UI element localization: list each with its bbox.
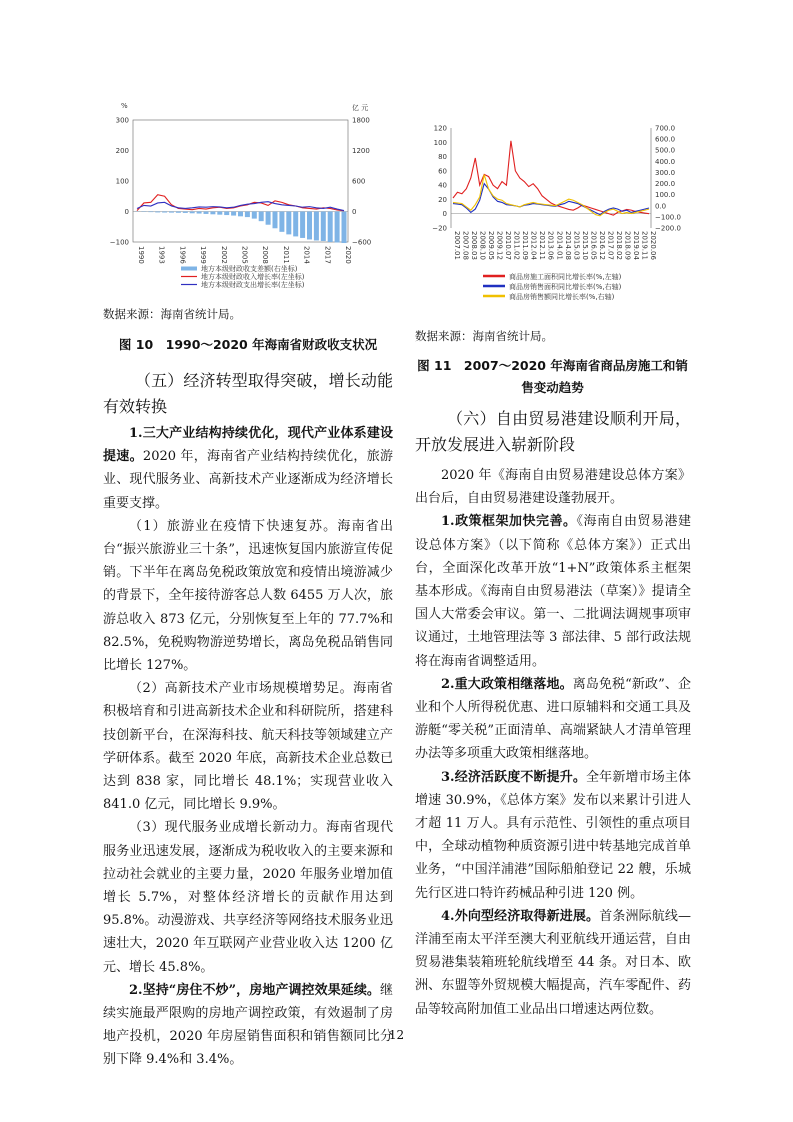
fig11-right-tick: 500.0 bbox=[655, 146, 676, 155]
fig11-x-tick: 2011.09 bbox=[521, 231, 530, 260]
fig10-bar bbox=[342, 212, 347, 244]
fig11-right-tick: 100.0 bbox=[655, 191, 676, 200]
fig11-right-tick: 600.0 bbox=[655, 135, 676, 144]
left-para-1 bbox=[103, 422, 393, 515]
fig10-left-tick: 100 bbox=[115, 177, 129, 186]
fig10-x-tick: 2005 bbox=[240, 246, 249, 264]
right-para-4-bold: 3.经济活跃度不断提升。 bbox=[441, 769, 587, 785]
fig10-x-tick: 2020 bbox=[344, 246, 352, 264]
right-para-5 bbox=[415, 905, 691, 1021]
fig11-left-tick: 0 bbox=[442, 210, 447, 219]
fig11-x-tick: 2007.08 bbox=[461, 231, 470, 260]
fig10-bar bbox=[210, 212, 215, 215]
fig10-bar bbox=[162, 212, 167, 213]
fig10-x-tick: 2002 bbox=[219, 246, 228, 264]
right-para-3-text: 离岛免税“新政”、企业和个人所得税优惠、进口原辅料和交通工具及游艇“零关税”正面清单、高端紧缺人才清单管理办法等多项重大政策相继落地。 bbox=[415, 676, 692, 762]
section-heading-6: （六）自由贸易港建设顺利开局，开放发展进入崭新阶段 bbox=[415, 409, 691, 454]
fig11-sales-area-line bbox=[453, 184, 649, 215]
fig10-bar bbox=[321, 212, 326, 241]
fig10-legend-swatch bbox=[181, 267, 197, 271]
fig10-bar bbox=[245, 212, 250, 218]
right-column bbox=[415, 406, 691, 1021]
fig11-legend-label: 商品房销售额同比增长率(%,右轴) bbox=[509, 293, 615, 301]
fig10-x-tick: 1990 bbox=[137, 246, 145, 264]
right-para-3 bbox=[415, 673, 691, 766]
fig11-x-tick: 2013.06 bbox=[546, 231, 555, 260]
fig10-unit-left: % bbox=[121, 102, 128, 110]
fig10-bar bbox=[176, 212, 181, 213]
fig10-left-tick: −100 bbox=[109, 238, 129, 247]
fig11-right-tick: 0.0 bbox=[655, 202, 667, 211]
left-para-1-text: 2020 年，海南省产业结构持续优化，旅游业、现代服务业、高新技术产业逐渐成为经济增长重要支撑。 bbox=[103, 449, 393, 511]
fig11-source: 数据来源：海南省统计局。 bbox=[415, 329, 553, 343]
page-number: 12 bbox=[388, 1028, 405, 1042]
fig11-x-tick: 2017.07 bbox=[606, 231, 615, 260]
left-para-2: （1）旅游业在疫情下快速复苏。海南省出台“振兴旅游业三十条”，迅速恢复国内旅游宣传促销。下半年在离岛免税政策放宽和疫情出境游减少的背景下，全年接待游客总人数 6455 万人次，旅游总收入 873 亿元，分别恢复至上年的 77.7%和 82.5%，免税购物游逆势增长，离岛免税品销售同比增长 127%。 bbox=[103, 518, 393, 674]
fig10-left-tick: 300 bbox=[115, 116, 129, 125]
right-para-5-text: 首条洲际航线—洋浦至南太平洋至澳大利亚航线开通运营，自由贸易港集装箱班轮航线增至 44 条。对日本、欧洲、东盟等外贸规模大幅提高，汽车零配件、药品等较高附加值工业品出口增速达两位数。 bbox=[415, 908, 691, 1017]
fig10-right-tick: 600 bbox=[352, 177, 366, 186]
fig11-x-tick: 2016.12 bbox=[597, 231, 606, 260]
right-para-4 bbox=[415, 766, 691, 905]
right-para-5-bold: 4.外向型经济取得新进展。 bbox=[441, 908, 600, 924]
fig10-x-tick: 1999 bbox=[199, 246, 208, 264]
fig10-bar bbox=[252, 212, 257, 219]
fig10-bar bbox=[238, 212, 243, 217]
fig11-left-tick: 100 bbox=[433, 138, 447, 147]
fig10-bar bbox=[307, 212, 312, 240]
fig11-x-tick: 2018.02 bbox=[614, 231, 623, 260]
fig11-right-tick: −100.0 bbox=[655, 213, 681, 222]
fig10-revenue-line bbox=[137, 195, 344, 211]
fig10-bar bbox=[266, 212, 271, 225]
fig10-bar bbox=[335, 212, 340, 243]
fig10-bar bbox=[217, 212, 222, 215]
fig10-right-tick: 1800 bbox=[352, 116, 370, 125]
fig11-left-tick: −20 bbox=[432, 224, 447, 233]
fig10-x-tick: 2011 bbox=[281, 246, 290, 264]
fig11-x-tick: 2012.04 bbox=[529, 231, 538, 260]
fig11-x-tick: 2007.01 bbox=[453, 231, 461, 260]
fig10-bar bbox=[204, 212, 209, 214]
fig10-legend-label: 地方本级财政收支差额(右坐标) bbox=[201, 265, 298, 273]
fig10-bar bbox=[169, 212, 174, 213]
fig10-bar bbox=[286, 212, 291, 235]
fig10-right-tick: 1200 bbox=[352, 147, 370, 155]
section-heading-5: （五）经济转型取得突破，增长动能有效转换 bbox=[103, 371, 393, 416]
fig11-legend-label: 商品房施工面积同比增长率(%,左轴) bbox=[509, 273, 622, 281]
fig10-bar bbox=[259, 212, 264, 222]
fig10-bar bbox=[148, 212, 153, 213]
fig11-x-tick: 2019.11 bbox=[640, 231, 649, 260]
left-para-1-bold: 1.三大产业结构持续优化，现代产业体系建设提速。 bbox=[103, 426, 393, 465]
right-para-3-bold: 2.重大政策相继落地。 bbox=[441, 676, 573, 692]
fig11-x-tick: 2008.10 bbox=[478, 231, 487, 260]
fig10-x-tick: 2008 bbox=[261, 246, 270, 264]
fig11-x-tick: 2015.10 bbox=[580, 231, 589, 260]
fig11-left-tick: 80 bbox=[438, 153, 447, 162]
fig11-left-tick: 60 bbox=[438, 167, 447, 176]
fig10-bar bbox=[279, 212, 284, 232]
fig10-bar bbox=[190, 212, 195, 214]
fig10-bar bbox=[197, 212, 202, 214]
fig10-legend-label: 地方本级财政支出增长率(左坐标) bbox=[201, 281, 305, 289]
fig10-bar bbox=[328, 212, 333, 243]
fig10-bar bbox=[273, 212, 278, 229]
fig10-caption: 图 10 1990～2020 年海南省财政收支状况 bbox=[118, 337, 378, 352]
fig11-right-tick: 400.0 bbox=[655, 157, 676, 166]
left-para-3: （2）高新技术产业市场规模增势足。海南省积极培育和引进高新技术企业和科研院所，搭建科技创新平台，在深海科技、航天科技等领域建立产学研体系。截至 2020 年底，高新技术企业总数已达到 838 家，同比增长 48.1%；实现营业收入 841.0 亿元，同比增长 9.9%。 bbox=[103, 681, 393, 813]
fig10-unit-right: 亿 元 bbox=[352, 104, 369, 112]
fig11-legend-label: 商品房销售面积同比增长率(%,右轴) bbox=[509, 283, 622, 291]
fig11-caption-line2: 售变动趋势 bbox=[521, 380, 584, 395]
right-para-4-text: 全年新增市场主体增速 30.9%，《总体方案》发布以来累计引进人才超 11 万人。具有示范性、引领性的重点项目中，全球动植物种质资源引进中转基地完成首单业务，“中国洋浦港”国际船舶登记 22 艘，乐城先行区进口特许药械品种引进 120 例。 bbox=[415, 769, 691, 901]
fig11-x-tick: 2019.04 bbox=[631, 231, 640, 260]
fig11-right-tick: 700.0 bbox=[655, 124, 676, 133]
fig11-right-tick: 200.0 bbox=[655, 180, 676, 189]
left-para-5-text: 继续实施最严限购的房地产调控政策，有效遏制了房地产投机，2020 年房屋销售面积和销售额同比分别下降 9.4%和 3.4%。 bbox=[103, 982, 393, 1068]
fig10-bar bbox=[183, 212, 188, 213]
fig11-right-tick: 300.0 bbox=[655, 168, 676, 177]
fig10-source: 数据来源：海南省统计局。 bbox=[103, 307, 241, 321]
fig10-chart bbox=[103, 100, 393, 300]
fig10-left-tick: 0 bbox=[124, 208, 129, 216]
fig11-x-tick: 2012.11 bbox=[538, 231, 547, 260]
left-para-5 bbox=[103, 979, 393, 1072]
fig11-caption-line1: 图 11 2007～2020 年海南省商品房施工和销 bbox=[417, 358, 688, 373]
fig11-x-tick: 2008.03 bbox=[470, 231, 479, 260]
fig10-legend-label: 地方本级财政收入增长率(左坐标) bbox=[201, 273, 305, 281]
fig11-caption bbox=[415, 355, 690, 399]
left-para-4: （3）现代服务业成增长新动力。海南省现代服务业迅速发展，逐渐成为税收收入的主要来源和拉动社会就业的主要力量，2020 年服务业增加值增长 5.7%，对整体经济增长的贡献作用达到 95.8%。动漫游戏、共享经济等网络技术服务业迅速壮大，2020 年互联网产业营业收入达 1200 亿元、增长 45.8%。 bbox=[103, 820, 393, 975]
fig11-x-tick: 2018.09 bbox=[623, 231, 632, 260]
fig11-left-tick: 120 bbox=[433, 124, 447, 133]
fig11-x-tick: 2020.06 bbox=[649, 231, 657, 260]
fig11-x-tick: 2009.12 bbox=[495, 231, 504, 260]
fig10-x-tick: 1996 bbox=[178, 246, 187, 264]
fig10-left-tick: 200 bbox=[115, 147, 129, 155]
fig10-bar bbox=[293, 212, 298, 237]
fig10-bar bbox=[300, 212, 305, 238]
fig11-x-tick: 2014.01 bbox=[555, 231, 564, 260]
right-para-2-text: 《海南自由贸易港建设总体方案》（以下简称《总体方案》）正式出台，全面深化改革开放“1+N”政策体系主框架基本形成。《海南自由贸易港法（草案）》提请全国人大常委会审议。第一、二批调法调规事项审议通过，土地管理法等 3 部法律、5 部行政法规将在海南省调整适用。 bbox=[415, 514, 691, 669]
fig11-right-tick: −200.0 bbox=[655, 224, 681, 233]
fig11-x-tick: 2010.07 bbox=[504, 231, 513, 260]
fig10-bar bbox=[314, 212, 319, 241]
fig10-bar bbox=[224, 212, 229, 216]
fig11-chart bbox=[415, 120, 695, 310]
right-para-2 bbox=[415, 510, 691, 672]
left-para-5-bold: 2.坚持“房住不炒”，房地产调控效果延续。 bbox=[129, 982, 380, 998]
fig10-right-tick: 0 bbox=[352, 208, 357, 216]
fig10-x-tick: 1993 bbox=[157, 246, 166, 264]
left-column bbox=[103, 368, 393, 1072]
fig10-bar bbox=[231, 212, 236, 216]
fig11-construction-line bbox=[453, 141, 649, 215]
fig10-bar bbox=[155, 212, 160, 213]
fig10-x-tick: 2017 bbox=[323, 246, 332, 264]
fig11-left-tick: 40 bbox=[438, 181, 447, 190]
fig11-x-tick: 2016.05 bbox=[589, 231, 598, 260]
fig11-x-tick: 2015.03 bbox=[572, 231, 581, 260]
right-para-1: 2020 年《海南自由贸易港建设总体方案》出台后，自由贸易港建设蓬勃展开。 bbox=[415, 468, 691, 507]
right-para-2-bold: 1.政策框架加快完善。 bbox=[441, 514, 577, 530]
fig10-x-tick: 2014 bbox=[302, 246, 311, 264]
fig11-x-tick: 2011.02 bbox=[512, 231, 521, 260]
fig11-x-tick: 2014.08 bbox=[563, 231, 572, 260]
fig10-right-tick: −600 bbox=[352, 238, 372, 247]
fig11-x-tick: 2009.05 bbox=[487, 231, 496, 260]
fig11-left-tick: 20 bbox=[438, 195, 447, 204]
